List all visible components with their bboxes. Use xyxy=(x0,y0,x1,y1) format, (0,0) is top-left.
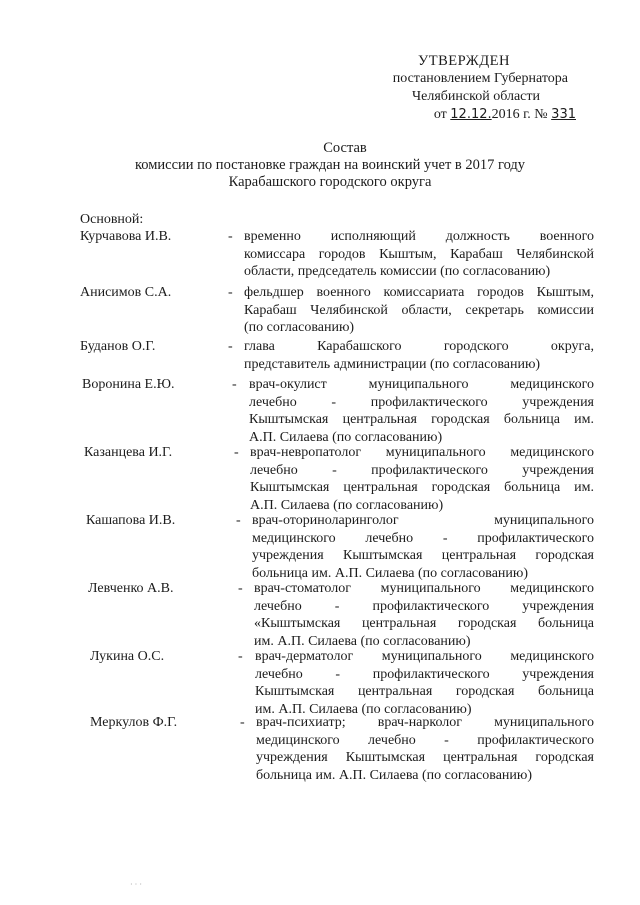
member-name: Казанцева И.Г. xyxy=(84,445,173,460)
member-description-line: лечебно - профилактического учреждения xyxy=(249,394,594,410)
member-description-line: А.П. Силаева (по согласованию) xyxy=(250,497,444,513)
member-description-line: Карабаш Челябинской области, секретарь комиссии xyxy=(244,302,594,318)
member-name: Левченко А.В. xyxy=(88,581,174,596)
member-description-line: лечебно - профилактического учреждения xyxy=(250,462,594,478)
title-line-3: Карабашского городского округа xyxy=(228,174,432,190)
section-label: Основной: xyxy=(80,212,144,227)
approved-heading: УТВЕРЖДЕН xyxy=(418,53,510,69)
member-description-line: больница им. А.П. Силаева (по согласованию) xyxy=(256,767,533,783)
scan-speck: · · · xyxy=(130,880,142,889)
member-description-line: врач-оториноларинголог муниципального xyxy=(252,513,594,528)
member-description-line: фельдшер военного комиссариата городов Кыштым, xyxy=(244,285,594,300)
member-description-line: больница им. А.П. Силаева (по согласованию) xyxy=(252,565,529,581)
member-name: Меркулов Ф.Г. xyxy=(90,715,178,730)
member-description-line: А.П. Силаева (по согласованию) xyxy=(249,429,443,445)
member-description-line: глава Карабашского городского округа, xyxy=(244,339,594,354)
member-description-line: медицинского лечебно - профилактического xyxy=(252,530,594,546)
member-dash: - xyxy=(240,715,245,730)
member-dash: - xyxy=(228,285,233,300)
member-dash: - xyxy=(228,229,233,244)
member-dash: - xyxy=(234,445,239,460)
member-description-line: врач-дерматолог муниципального медицинского xyxy=(255,649,594,664)
member-description-line: медицинского лечебно - профилактического xyxy=(256,732,594,748)
member-dash: - xyxy=(232,377,237,392)
member-description-line: им. А.П. Силаева (по согласованию) xyxy=(254,633,471,649)
member-name: Воронина Е.Ю. xyxy=(82,377,175,392)
member-description-line: комиссара городов Кыштым, Карабаш Челябинской xyxy=(244,246,594,262)
member-description-line: учреждения Кыштымская центральная городская xyxy=(256,750,594,765)
member-description-line: Кыштымская центральная городская больница xyxy=(255,684,594,699)
member-name: Кашапова И.В. xyxy=(86,513,176,528)
date-handwritten: 12.12. xyxy=(450,107,492,122)
member-name: Лукина О.С. xyxy=(90,649,165,664)
member-name: Анисимов С.А. xyxy=(80,285,172,300)
member-description-line: врач-психиатр; врач-нарколог муниципального xyxy=(256,715,594,730)
member-description-line: им. А.П. Силаева (по согласованию) xyxy=(255,701,472,717)
member-description-line: врач-окулист муниципального медицинского xyxy=(249,377,594,392)
approved-by-line: постановлением Губернатора xyxy=(392,71,568,86)
member-description-line: врач-невропатолог муниципального медицинского xyxy=(250,445,594,460)
decree-number-handwritten: 331 xyxy=(551,107,576,122)
member-description-line: Кыштымская центральная городская больница им. xyxy=(249,412,594,427)
member-description-line: области, председатель комиссии (по согласованию) xyxy=(244,264,551,279)
member-description-line: Кыштымская центральная городская больница им. xyxy=(250,480,594,495)
member-dash: - xyxy=(238,649,243,664)
title-line-1: Состав xyxy=(323,140,367,156)
region-line: Челябинской области xyxy=(412,89,540,104)
member-description-line: представитель администрации (по согласованию) xyxy=(244,356,541,372)
member-dash: - xyxy=(236,513,241,528)
member-description-line: учреждения Кыштымская центральная городская xyxy=(252,548,594,563)
member-description-line: врач-стоматолог муниципального медицинского xyxy=(254,581,594,596)
member-description-line: лечебно - профилактического учреждения xyxy=(254,598,594,614)
document-title xyxy=(80,140,580,191)
approval-stamp-block xyxy=(340,52,580,124)
date-prefix: от xyxy=(433,107,447,122)
member-name: Буданов О.Г. xyxy=(80,339,156,354)
member-dash: - xyxy=(228,339,233,354)
member-description-line: временно исполняющий должность военного xyxy=(244,229,594,244)
member-name: Курчавова И.В. xyxy=(80,229,172,244)
date-year: 2016 г. № xyxy=(491,107,548,122)
member-dash: - xyxy=(238,581,243,596)
decree-date-line xyxy=(340,106,580,124)
title-line-2: комиссии по постановке граждан на воинский учет в 2017 году xyxy=(134,157,526,173)
member-description-line: «Кыштымская центральная городская больница xyxy=(254,616,594,631)
member-description-line: лечебно - профилактического учреждения xyxy=(255,666,594,682)
member-description-line: (по согласованию) xyxy=(244,320,355,335)
